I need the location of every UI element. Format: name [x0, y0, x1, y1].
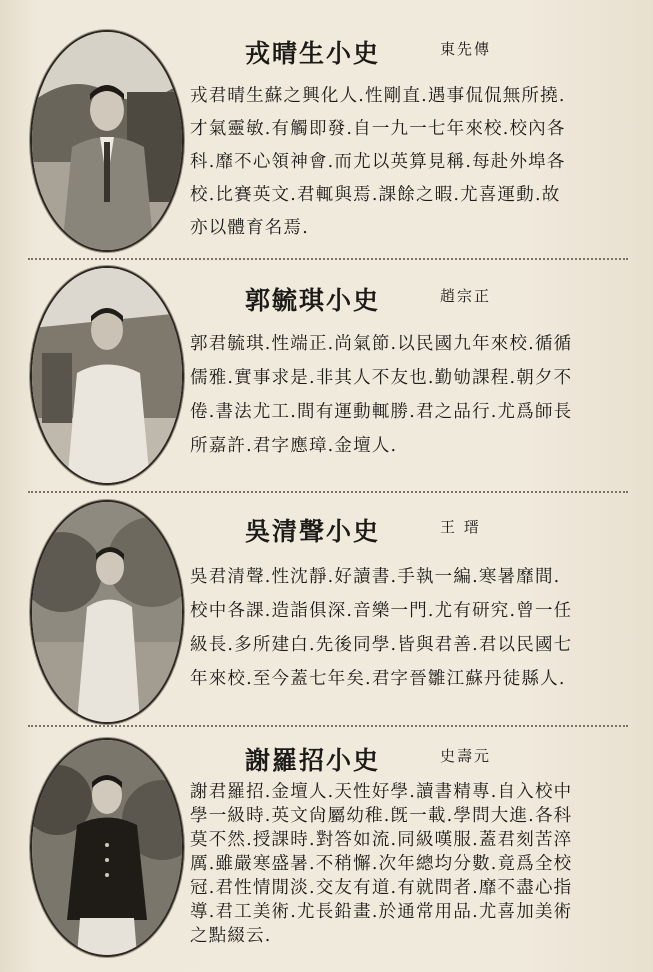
portrait-photo-4: [30, 738, 184, 957]
section-divider: [28, 491, 628, 496]
entry-author: 趙宗正: [440, 287, 492, 305]
entry-author: 東先傳: [440, 40, 492, 58]
body-line: 才氣靈敏.有觸即發.自一九一七年來校.校內各: [190, 119, 566, 139]
body-line: 級長.多所建白.先後同學.皆與君善.君以民國七: [190, 635, 573, 655]
body-line: 莫不然.授課時.對答如流.同級嘆服.蓋君刻苦淬: [190, 830, 573, 850]
section-divider: [28, 258, 628, 263]
page-edge-mark: [290, 962, 320, 972]
body-line: 戎君晴生蘇之興化人.性剛直.遇事侃侃無所撓.: [190, 86, 566, 106]
body-line: 年來校.至今蓋七年矣.君字晉雛江蘇丹徒縣人.: [190, 669, 566, 689]
body-line: 冠.君性情閒淡.交友有道.有就問者.靡不盡心指: [190, 878, 573, 898]
body-line: 儒雅.實事求是.非其人不友也.勤劬課程.朝夕不: [190, 368, 573, 388]
entry-title: 郭毓琪小史: [245, 286, 381, 315]
portrait-photo-3: [30, 500, 184, 724]
entry-title: 謝羅招小史: [245, 746, 381, 775]
body-line: 所嘉許.君字應璋.金壇人.: [190, 436, 398, 456]
body-line: 倦.書法尤工.間有運動輒勝.君之品行.尤爲師長: [190, 402, 573, 422]
body-line: 郭君毓琪.性端正.尚氣節.以民國九年來校.循循: [190, 334, 573, 354]
entry-body-3: [190, 563, 635, 699]
entry-body-4: [190, 778, 635, 946]
entry-body-2: [190, 330, 635, 466]
entry-title: 吳清聲小史: [245, 517, 381, 546]
body-line: 謝君羅招.金壇人.天性好學.讀書精專.自入校中: [190, 782, 573, 802]
body-line: 校.比賽英文.君輒與焉.課餘之暇.尤喜運動.故: [190, 185, 561, 205]
body-line: 校中各課.造詣俱深.音樂一門.尤有研究.曾一任: [190, 601, 573, 621]
entry-author: 史壽元: [440, 747, 492, 765]
body-line: 吳君清聲.性沈靜.好讀書.手執一編.寒暑靡間.: [190, 567, 561, 587]
body-line: 亦以體育名焉.: [190, 218, 309, 238]
portrait-photo-2: [30, 266, 184, 485]
section-divider: [28, 725, 628, 730]
portrait-photo-1: [30, 30, 184, 252]
body-line: 厲.雖嚴寒盛暑.不稍懈.次年總均分數.竟爲全校: [190, 854, 573, 874]
entry-body-1: [190, 82, 635, 247]
entry-title: 戎晴生小史: [245, 39, 381, 68]
body-line: 導.君工美術.尤長鉛畫.於通常用品.尤喜加美術: [190, 902, 573, 922]
body-line: 科.靡不心領神會.而尤以英算見稱.每赴外埠各: [190, 152, 566, 172]
entry-author: 王 瑨: [440, 518, 481, 536]
body-line: 學一級時.英文尙屬幼稚.旣一載.學問大進.各科: [190, 806, 573, 826]
body-line: 之點綴云.: [190, 926, 272, 946]
